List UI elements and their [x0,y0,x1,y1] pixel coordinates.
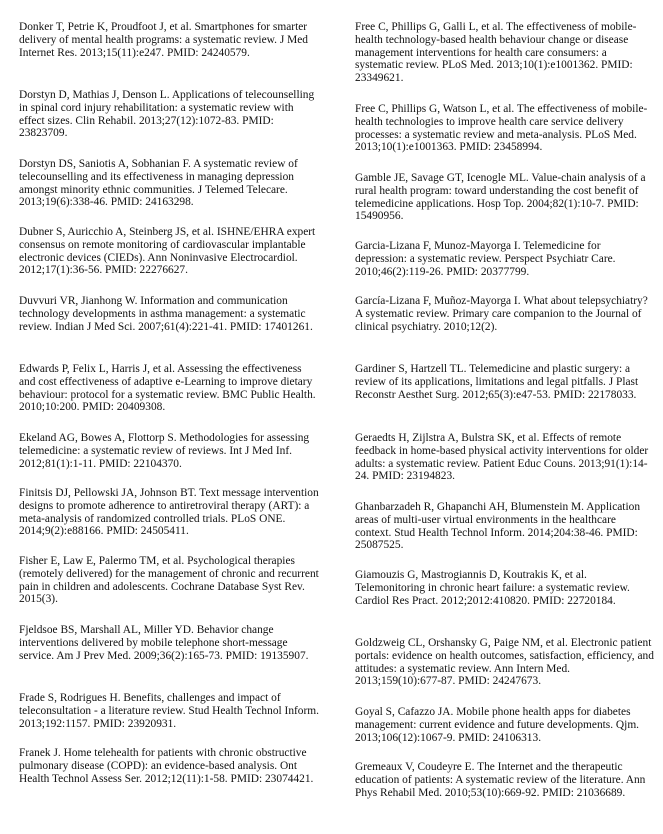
reference-entry: Ghanbarzadeh R, Ghapanchi AH, Blumenstein M. Application areas of multi-user virtual environments in the healthcare context. Stud Health Technol Inform. 2014;204:38-46. PMID: 25087525. [355,501,641,552]
reference-entry: Frade S, Rodrigues H. Benefits, challenges and impact of teleconsultation - a literature review. Stud Health Technol Inform. 2013;192:1157. PMID: 23920931. [19,692,320,730]
reference-entry: Franek J. Home telehealth for patients with chronic obstructive pulmonary disease (COPD): an evidence-based analysis. Ont Health Technol Assess Ser. 2012;12(11):1-58. PMID: 23074421. [19,747,314,785]
reference-entry: García-Lizana F, Muñoz-Mayorga I. What about telepsychiatry? A systematic review. Primary care companion to the Journal of clinical psychiatry. 2010;12(2). [355,295,648,333]
reference-entry: Ekeland AG, Bowes A, Flottorp S. Methodologies for assessing telemedicine: a systematic review of reviews. Int J Med Inf. 2012;81(1):1-11. PMID: 22104370. [19,432,310,470]
reference-entry: Duvvuri VR, Jianhong W. Information and communication technology developments in asthma management: a systematic review. Indian J Med Sci. 2007;61(4):221-41. PMID: 17401261. [19,295,313,333]
reference-entry: Giamouzis G, Mastrogiannis D, Koutrakis K, et al. Telemonitoring in chronic heart failure: a systematic review. Cardiol Res Pract. 2012;2012:410820. PMID: 22720184. [355,569,630,607]
reference-entry: Free C, Phillips G, Watson L, et al. The effectiveness of mobile-health technologies to improve health care service delivery processes: a systematic review and meta-analysis. PLoS Med. 2013;10(1):e1001363. PMID: 23458994. [355,103,648,154]
reference-entry: Fjeldsoe BS, Marshall AL, Miller YD. Behavior change interventions delivered by mobile telephone short-message service. Am J Prev Med. 2009;36(2):165-73. PMID: 19135907. [19,624,309,662]
reference-entry: Edwards P, Felix L, Harris J, et al. Assessing the effectiveness and cost effectiveness of adaptive e-Learning to improve dietary behaviour: protocol for a systematic review. BMC Public Health. 2010;10:200. PMID: 20409308. [19,363,316,414]
reference-entry: Finitsis DJ, Pellowski JA, Johnson BT. Text message intervention designs to promote adherence to antiretroviral therapy (ART): a meta-analysis of randomized controlled trials. PLoS ONE. 2014;9(2):e88166. PMID: 24505411. [19,487,319,538]
reference-entry: Garcia-Lizana F, Munoz-Mayorga I. Telemedicine for depression: a systematic review. Perspect Psychiatr Care. 2010;46(2):119-26. PMID: 20377799. [355,240,616,278]
reference-entry: Gamble JE, Savage GT, Icenogle ML. Value-chain analysis of a rural health program: toward understanding the cost benefit of telemedicine applications. Hosp Top. 2004;82(1):10-7. PMID: 15490956. [355,172,646,223]
reference-entry: Donker T, Petrie K, Proudfoot J, et al. Smartphones for smarter delivery of mental health programs: a systematic review. J Med Internet Res. 2013;15(11):e247. PMID: 24240579. [19,21,308,59]
reference-entry: Fisher E, Law E, Palermo TM, et al. Psychological therapies (remotely delivered) for the management of chronic and recurrent pain in children and adolescents. Cochrane Database Syst Rev. 2015(3). [19,555,319,606]
reference-entry: Goyal S, Cafazzo JA. Mobile phone health apps for diabetes management: current evidence and future developments. Qjm. 2013;106(12):1067-9. PMID: 24106313. [355,706,640,744]
reference-entry: Goldzweig CL, Orshansky G, Paige NM, et al. Electronic patient portals: evidence on health outcomes, satisfaction, efficiency, and attitudes: a systematic review. Ann Intern Med. 2013;159(10):677-87. PMID: 24247673. [355,637,654,688]
reference-entry: Gardiner S, Hartzell TL. Telemedicine and plastic surgery: a review of its applications, limitations and legal pitfalls. J Plast Reconstr Aesthet Surg. 2012;65(3):e47-53. PMID: 22178033. [355,363,639,401]
reference-entry: Dorstyn DS, Saniotis A, Sobhanian F. A systematic review of telecounselling and its effectiveness in managing depression amongst minority ethnic communities. J Telemed Telecare. 2013;19(6):338-46. PMID: 24163298. [19,158,298,209]
reference-entry: Geraedts H, Zijlstra A, Bulstra SK, et al. Effects of remote feedback in home-based physical activity interventions for older adults: a systematic review. Patient Educ Couns. 2013;91(1):14-24. PMID: 23194823. [355,432,649,483]
reference-entry: Free C, Phillips G, Galli L, et al. The effectiveness of mobile-health technology-based health behaviour change or disease management interventions for health care consumers: a systematic review. PLoS Med. 2013;10(1):e1001362. PMID: 23349621. [355,21,637,85]
reference-entry: Dubner S, Auricchio A, Steinberg JS, et al. ISHNE/EHRA expert consensus on remote monitoring of cardiovascular implantable electronic devices (CIEDs). Ann Noninvasive Electrocardiol. 2012;17(1):36-56. PMID: 22276627. [19,226,316,277]
reference-entry: Dorstyn D, Mathias J, Denson L. Applications of telecounselling in spinal cord injury rehabilitation: a systematic review with effect sizes. Clin Rehabil. 2013;27(12):1072-83. PMID: 23823709. [19,89,315,140]
reference-entry: Gremeaux V, Coudeyre E. The Internet and the therapeutic education of patients: A systematic review of the literature. Ann Phys Rehabil Med. 2010;53(10):669-92. PMID: 21036689. [355,761,646,799]
